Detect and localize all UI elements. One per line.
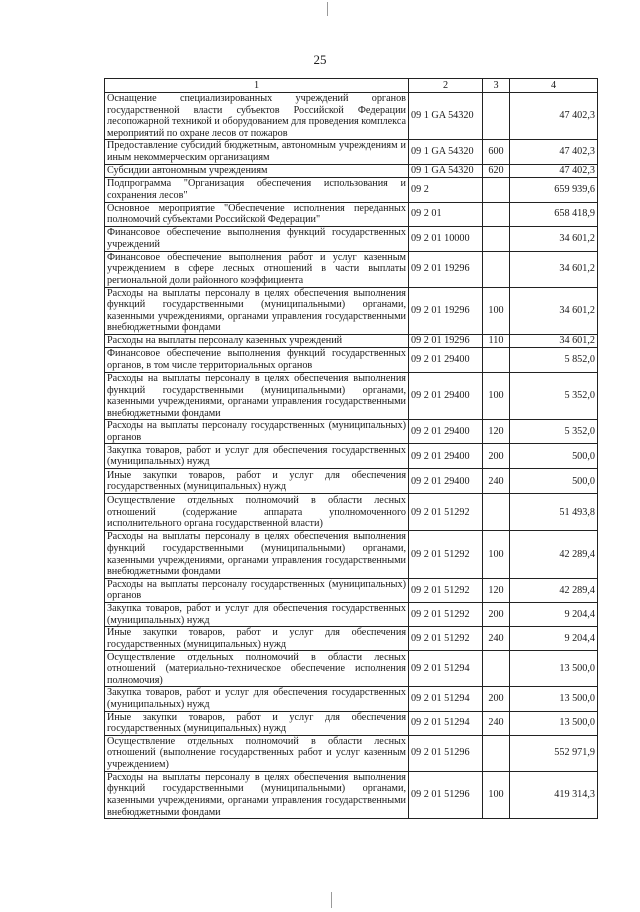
table-row bbox=[105, 494, 598, 531]
row-amount: 9 204,4 bbox=[510, 627, 598, 651]
row-code: 09 2 01 51292 bbox=[409, 578, 483, 602]
row-code: 09 2 01 29400 bbox=[409, 444, 483, 469]
row-code: 09 1 GA 54320 bbox=[409, 164, 483, 177]
row-description: Основное мероприятие "Обеспечение исполнения переданных полномочий субъектами Российской Федерации" bbox=[105, 202, 409, 226]
table-row bbox=[105, 711, 598, 735]
row-description: Расходы на выплаты персоналу в целях обеспечения выполнения функций государственными (муниципальными) органами, казенными учреждениями, органами управления государственными внебюджетными фондами bbox=[105, 287, 409, 334]
row-code: 09 1 GA 54320 bbox=[409, 93, 483, 140]
row-code: 09 2 01 51294 bbox=[409, 687, 483, 711]
table-row bbox=[105, 372, 598, 419]
table-body bbox=[105, 93, 598, 819]
budget-table bbox=[104, 78, 598, 819]
row-code: 09 2 01 10000 bbox=[409, 226, 483, 251]
row-code: 09 2 01 51294 bbox=[409, 651, 483, 687]
row-description: Закупка товаров, работ и услуг для обеспечения государственных (муниципальных) нужд bbox=[105, 444, 409, 469]
row-description: Оснащение специализированных учреждений органов государственной власти субъектов Российской Федерации лесопожарной техникой и оборудованием для проведения комплекса мероприятий по охране лесов от пожаров bbox=[105, 93, 409, 140]
table-row bbox=[105, 226, 598, 251]
row-code: 09 2 01 bbox=[409, 202, 483, 226]
row-code: 09 2 01 19296 bbox=[409, 287, 483, 334]
row-description: Осуществление отдельных полномочий в области лесных отношений (содержание аппарата уполномоченного исполнительного органа государственной власти) bbox=[105, 494, 409, 531]
row-expense-type bbox=[483, 651, 510, 687]
table-row bbox=[105, 444, 598, 469]
row-description: Осуществление отдельных полномочий в области лесных отношений (материально-техническое обеспечение исполнения полномочия) bbox=[105, 651, 409, 687]
column-header: 2 bbox=[409, 79, 483, 93]
table-row bbox=[105, 651, 598, 687]
row-code: 09 2 01 51292 bbox=[409, 627, 483, 651]
row-expense-type bbox=[483, 177, 510, 202]
row-amount: 552 971,9 bbox=[510, 735, 598, 771]
row-code: 09 2 01 51292 bbox=[409, 531, 483, 578]
column-header: 4 bbox=[510, 79, 598, 93]
table-row bbox=[105, 771, 598, 818]
row-expense-type bbox=[483, 93, 510, 140]
row-expense-type: 600 bbox=[483, 140, 510, 164]
table-row bbox=[105, 202, 598, 226]
row-code: 09 2 01 29400 bbox=[409, 420, 483, 444]
row-expense-type: 240 bbox=[483, 627, 510, 651]
row-description: Расходы на выплаты персоналу государственных (муниципальных) органов bbox=[105, 420, 409, 444]
table-row bbox=[105, 578, 598, 602]
row-amount: 658 418,9 bbox=[510, 202, 598, 226]
row-code: 09 2 01 51292 bbox=[409, 494, 483, 531]
row-description: Подпрограмма "Организация обеспечения использования и сохранения лесов" bbox=[105, 177, 409, 202]
table-row bbox=[105, 627, 598, 651]
column-header: 1 bbox=[105, 79, 409, 93]
row-amount: 42 289,4 bbox=[510, 531, 598, 578]
row-amount: 9 204,4 bbox=[510, 603, 598, 627]
row-description: Иные закупки товаров, работ и услуг для обеспечения государственных (муниципальных) нужд bbox=[105, 469, 409, 494]
row-expense-type: 120 bbox=[483, 578, 510, 602]
row-expense-type: 100 bbox=[483, 771, 510, 818]
table-row bbox=[105, 735, 598, 771]
row-expense-type bbox=[483, 347, 510, 372]
table-row bbox=[105, 251, 598, 287]
row-description: Финансовое обеспечение выполнения функций государственных органов, в том числе территориальных органов bbox=[105, 347, 409, 372]
column-header: 3 bbox=[483, 79, 510, 93]
row-description: Расходы на выплаты персоналу государственных (муниципальных) органов bbox=[105, 578, 409, 602]
row-expense-type bbox=[483, 226, 510, 251]
row-amount: 42 289,4 bbox=[510, 578, 598, 602]
row-expense-type: 100 bbox=[483, 372, 510, 419]
scan-mark-top bbox=[327, 2, 328, 16]
row-amount: 13 500,0 bbox=[510, 711, 598, 735]
row-description: Иные закупки товаров, работ и услуг для обеспечения государственных (муниципальных) нужд bbox=[105, 627, 409, 651]
row-description: Расходы на выплаты персоналу в целях обеспечения выполнения функций государственными (муниципальными) органами, казенными учреждениями, органами управления государственными внебюджетными фондами bbox=[105, 372, 409, 419]
row-expense-type: 200 bbox=[483, 687, 510, 711]
row-expense-type: 110 bbox=[483, 334, 510, 347]
row-amount: 5 852,0 bbox=[510, 347, 598, 372]
row-expense-type: 100 bbox=[483, 531, 510, 578]
table-row bbox=[105, 93, 598, 140]
table-row bbox=[105, 603, 598, 627]
row-code: 09 2 01 51294 bbox=[409, 711, 483, 735]
row-code: 09 2 01 29400 bbox=[409, 372, 483, 419]
row-code: 09 2 01 29400 bbox=[409, 469, 483, 494]
row-amount: 13 500,0 bbox=[510, 651, 598, 687]
row-expense-type: 240 bbox=[483, 711, 510, 735]
row-code: 09 2 01 51296 bbox=[409, 771, 483, 818]
row-amount: 5 352,0 bbox=[510, 372, 598, 419]
row-expense-type bbox=[483, 494, 510, 531]
row-expense-type: 100 bbox=[483, 287, 510, 334]
row-expense-type: 200 bbox=[483, 444, 510, 469]
row-amount: 47 402,3 bbox=[510, 93, 598, 140]
table-row bbox=[105, 531, 598, 578]
row-amount: 47 402,3 bbox=[510, 164, 598, 177]
row-code: 09 2 01 51296 bbox=[409, 735, 483, 771]
row-amount: 47 402,3 bbox=[510, 140, 598, 164]
row-description: Расходы на выплаты персоналу казенных учреждений bbox=[105, 334, 409, 347]
row-code: 09 2 01 29400 bbox=[409, 347, 483, 372]
row-description: Финансовое обеспечение выполнения работ и услуг казенным учреждением в сфере лесных отношений в части выплаты региональной доли районного коэффициента bbox=[105, 251, 409, 287]
row-description: Финансовое обеспечение выполнения функций государственных учреждений bbox=[105, 226, 409, 251]
row-amount: 5 352,0 bbox=[510, 420, 598, 444]
row-description: Закупка товаров, работ и услуг для обеспечения государственных (муниципальных) нужд bbox=[105, 687, 409, 711]
table-row bbox=[105, 347, 598, 372]
row-code: 09 2 01 19296 bbox=[409, 251, 483, 287]
table-header-row bbox=[105, 79, 598, 93]
row-expense-type bbox=[483, 202, 510, 226]
row-expense-type: 240 bbox=[483, 469, 510, 494]
scan-mark-bottom bbox=[331, 892, 332, 908]
row-code: 09 2 01 51292 bbox=[409, 603, 483, 627]
row-description: Осуществление отдельных полномочий в области лесных отношений (выполнение государственных работ и услуг казенным учреждением) bbox=[105, 735, 409, 771]
row-code: 09 2 01 19296 bbox=[409, 334, 483, 347]
table-row bbox=[105, 420, 598, 444]
row-amount: 659 939,6 bbox=[510, 177, 598, 202]
table-row bbox=[105, 334, 598, 347]
row-amount: 34 601,2 bbox=[510, 226, 598, 251]
row-amount: 34 601,2 bbox=[510, 251, 598, 287]
row-expense-type: 620 bbox=[483, 164, 510, 177]
row-description: Закупка товаров, работ и услуг для обеспечения государственных (муниципальных) нужд bbox=[105, 603, 409, 627]
table-row bbox=[105, 140, 598, 164]
row-code: 09 1 GA 54320 bbox=[409, 140, 483, 164]
row-expense-type bbox=[483, 251, 510, 287]
row-amount: 51 493,8 bbox=[510, 494, 598, 531]
row-amount: 34 601,2 bbox=[510, 334, 598, 347]
row-description: Иные закупки товаров, работ и услуг для обеспечения государственных (муниципальных) нужд bbox=[105, 711, 409, 735]
row-amount: 34 601,2 bbox=[510, 287, 598, 334]
row-description: Предоставление субсидий бюджетным, автономным учреждениям и иным некоммерческим организациям bbox=[105, 140, 409, 164]
row-description: Субсидии автономным учреждениям bbox=[105, 164, 409, 177]
row-amount: 500,0 bbox=[510, 469, 598, 494]
row-amount: 500,0 bbox=[510, 444, 598, 469]
row-amount: 419 314,3 bbox=[510, 771, 598, 818]
row-amount: 13 500,0 bbox=[510, 687, 598, 711]
row-expense-type bbox=[483, 735, 510, 771]
table-row bbox=[105, 287, 598, 334]
table-row bbox=[105, 177, 598, 202]
table-row bbox=[105, 469, 598, 494]
page-number: 25 bbox=[313, 52, 327, 67]
row-description: Расходы на выплаты персоналу в целях обеспечения выполнения функций государственными (муниципальными) органами, казенными учреждениями, органами управления государственными внебюджетными фондами bbox=[105, 771, 409, 818]
row-code: 09 2 bbox=[409, 177, 483, 202]
row-description: Расходы на выплаты персоналу в целях обеспечения выполнения функций государственными (муниципальными) органами, казенными учреждениями, органами управления государственными внебюджетными фондами bbox=[105, 531, 409, 578]
table-row bbox=[105, 687, 598, 711]
table-row bbox=[105, 164, 598, 177]
row-expense-type: 200 bbox=[483, 603, 510, 627]
row-expense-type: 120 bbox=[483, 420, 510, 444]
